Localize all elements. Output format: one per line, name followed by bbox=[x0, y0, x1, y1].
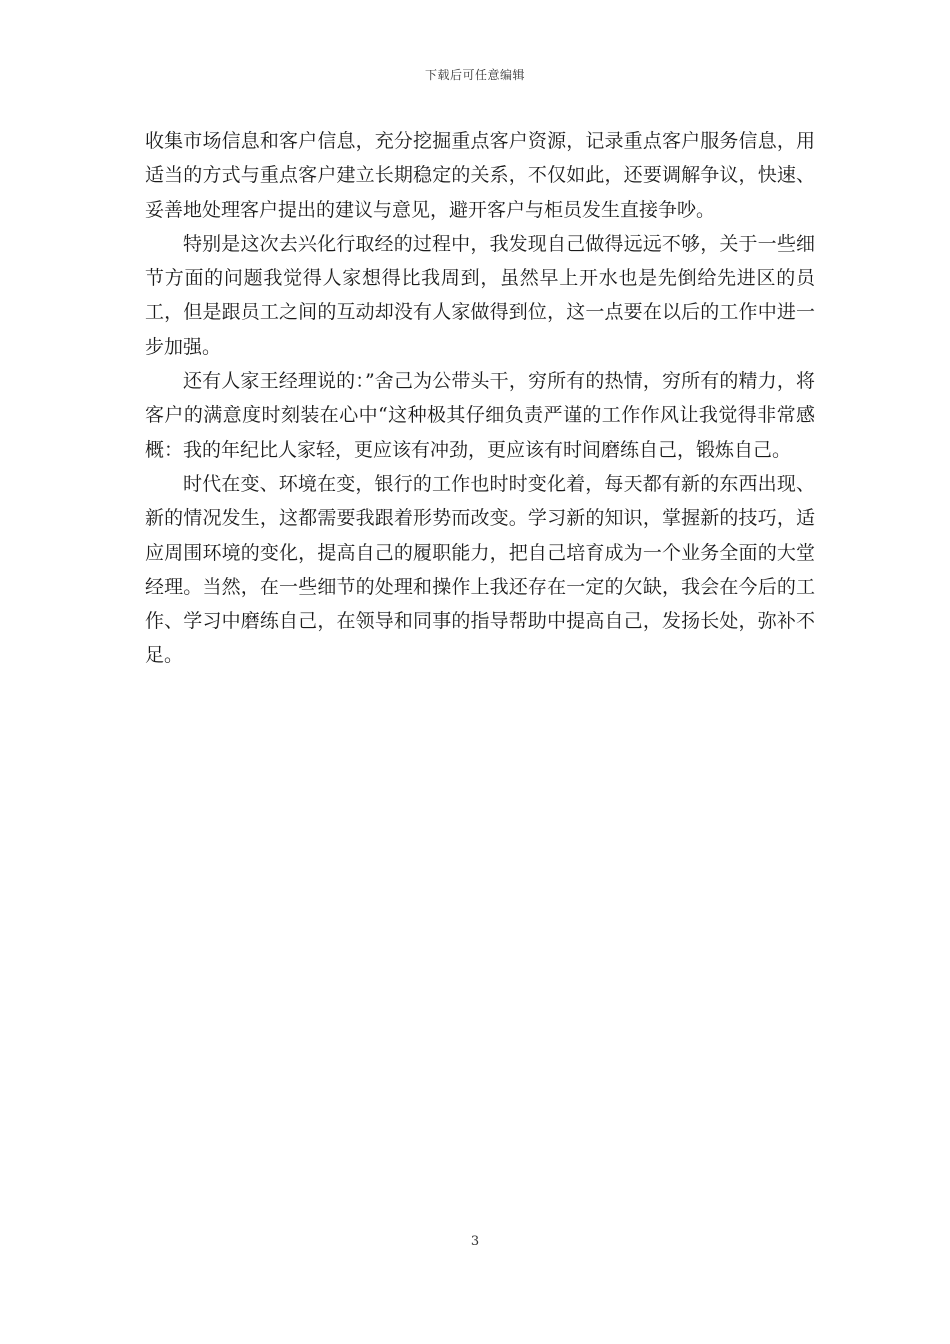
document-body bbox=[145, 124, 815, 673]
paragraph-4: 时代在变、环境在变，银行的工作也时时变化着，每天都有新的东西出现、新的情况发生，这都需要我跟着形势而改变。学习新的知识，掌握新的技巧，适应周围环境的变化，提高自己的履职能力，把自己培育成为一个业务全面的大堂经理。当然，在一些细节的处理和操作上我还存在一定的欠缺，我会在今后的工作、学习中磨练自己，在领导和同事的指导帮助中提高自己，发扬长处，弥补不足。 bbox=[145, 472, 815, 667]
paragraph-2: 特别是这次去兴化行取经的过程中，我发现自己做得远远不够，关于一些细节方面的问题我觉得人家想得比我周到，虽然早上开水也是先倒给先进区的员工，但是跟员工之间的互动却没有人家做得到位，这一点要在以后的工作中进一步加强。 bbox=[145, 232, 815, 358]
paragraph-1: 收集市场信息和客户信息，充分挖掘重点客户资源，记录重点客户服务信息，用适当的方式与重点客户建立长期稳定的关系，不仅如此，还要调解争议，快速、妥善地处理客户提出的建议与意见，避开客户与柜员发生直接争吵。 bbox=[145, 130, 815, 221]
page-number: 3 bbox=[470, 1234, 480, 1249]
paragraph-3: 还有人家王经理说的：”舍己为公带头干，穷所有的热情，穷所有的精力，将客户的满意度时刻装在心中“这种极其仔细负责严谨的工作作风让我觉得非常感概：我的年纪比人家轻，更应该有冲劲，更应该有时间磨练自己，锻炼自己。 bbox=[145, 370, 815, 461]
page-header: 下载后可任意编辑 bbox=[424, 68, 525, 82]
